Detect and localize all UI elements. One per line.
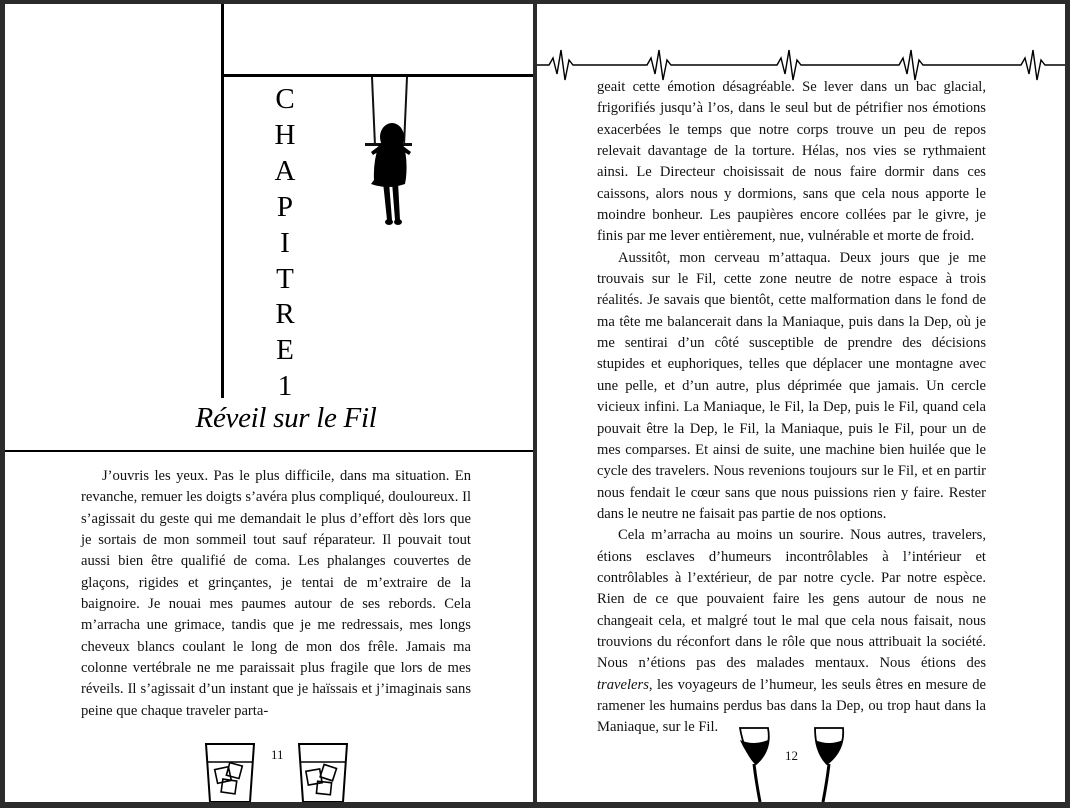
italic-term: travelers bbox=[597, 676, 649, 693]
chapter-heading-vertical bbox=[267, 82, 303, 405]
chapter-letter: P bbox=[276, 190, 294, 223]
chapter-top-rule bbox=[221, 74, 533, 77]
wine-glass-icon bbox=[734, 726, 774, 802]
chapter-vertical-rule bbox=[221, 4, 224, 398]
chapter-letter: R bbox=[275, 298, 295, 331]
wine-glass-icon bbox=[809, 726, 849, 802]
left-page-body-text bbox=[81, 466, 471, 722]
chapter-letter: E bbox=[276, 334, 294, 367]
page-number-left: 11 bbox=[271, 747, 284, 762]
chapter-letter: I bbox=[280, 226, 290, 259]
whisky-glass-with-ice-icon bbox=[202, 740, 258, 802]
text-run: geait cette émotion désagréable. Se lever dans un bac glacial, frigorifiés jusqu’à l’os, dans le seul but de pétrifier nos émotions exacerbées le temps que notre corps trouve un peu de repos relevait davantage de la torture. Hélas, nos vies se rythmaient ainsi. Le Directeur choisissait de nous faire dormir dans ces caissons, alors nous y dormions, sans que cela nous apporte le moindre bonheur. Les paupières encore collées par le givre, je finis par me lever entièrement, nue, vulnérable et morte de froid. bbox=[597, 79, 986, 245]
chapter-letter: 1 bbox=[277, 370, 293, 403]
chapter-letter: A bbox=[274, 154, 296, 187]
paragraph bbox=[597, 525, 986, 738]
page-number-right: 12 bbox=[785, 748, 798, 763]
right-page bbox=[537, 4, 1065, 802]
chapter-bottom-rule bbox=[5, 450, 533, 452]
paragraph: J’ouvris les yeux. Pas le plus difficile, dans ma situation. En revanche, remuer les doigts s’avéra plus compliqué, douloureux. Il s’agissait du geste qui me demandait le plus d’effort dès lors que je sortais de mon sommeil tout sauf réparateur. Il pouvait tout aussi bien être qualifié de coma. Les phalanges couvertes de glaçons, rigides et grinçantes, je tentai de m’extraire de la baignoire. Je nouai mes paumes autour de ses rebords. Cela m’arracha une grimace, tandis que je me redressais, mes longs cheveux blancs coulant le long de mon dos frêle. Jamais ma colonne vertébrale ne me paraissait plus fragile que lors de mes réveils. Il s’agissait d’un instant que je haïssais et j’imaginais sans peine que chaque traveler parta- bbox=[81, 468, 471, 719]
chapter-title: Réveil sur le Fil bbox=[195, 402, 377, 434]
left-page bbox=[5, 4, 533, 802]
chapter-letter: H bbox=[274, 118, 296, 151]
right-page-body-text bbox=[597, 77, 986, 739]
chapter-letter: T bbox=[276, 262, 294, 295]
chapter-letter: C bbox=[275, 83, 295, 115]
text-run: Cela m’arracha au moins un sourire. Nous autres, travelers, étions esclaves d’humeurs incontrôlables à l’intérieur et contrôlables à l’extérieur, de par notre cycle. Par notre espèce. Rien de ce que pouvaient faire les gens autour de nous ne changeait cela, et malgré tout le mal que cela nous faisait, nous trouvions du réconfort dans le rôle que nous attribuait la société. Nous n’étions pas des malades mentaux. Nous étions des bbox=[597, 527, 986, 672]
text-run: , les voyageurs de l’humeur, les seuls êtres en mesure de ramener les humains perdus bas dans la Dep, ou trop haut dans la Maniaque, sur le Fil. bbox=[597, 676, 986, 736]
whisky-glass-with-ice-icon bbox=[295, 740, 351, 802]
paragraph bbox=[597, 248, 986, 525]
text-run: Aussitôt, mon cerveau m’attaqua. Deux jours que je me trouvais sur le Fil, cette zone neutre de notre espace à trois réalités. Je savais que bientôt, cette malformation dans le fond de ma tête me balancerait dans la Maniaque, puis dans la Dep, où je me sentirai d’un côté susceptible de prendre des décisions stupides et euphoriques, telles que déplacer une montagne avec une pelle, et d’un autre, plus déprimée que jamais. Un cercle vicieux infini. La Maniaque, le Fil, la Dep, puis le Fil, quand cela pouvait être la Dep, le Fil, la Maniaque, puis le Fil, pour un de mes comparses. Et ainsi de suite, une machine bien huilée que le cycle des travelers. Nous revenions toujours sur le Fil, et en partir nous fendait le cœur sans que nous puissions rien y faire. Rester dans le neutre ne faisait pas partie de nos options. bbox=[597, 249, 986, 522]
paragraph bbox=[597, 77, 986, 248]
